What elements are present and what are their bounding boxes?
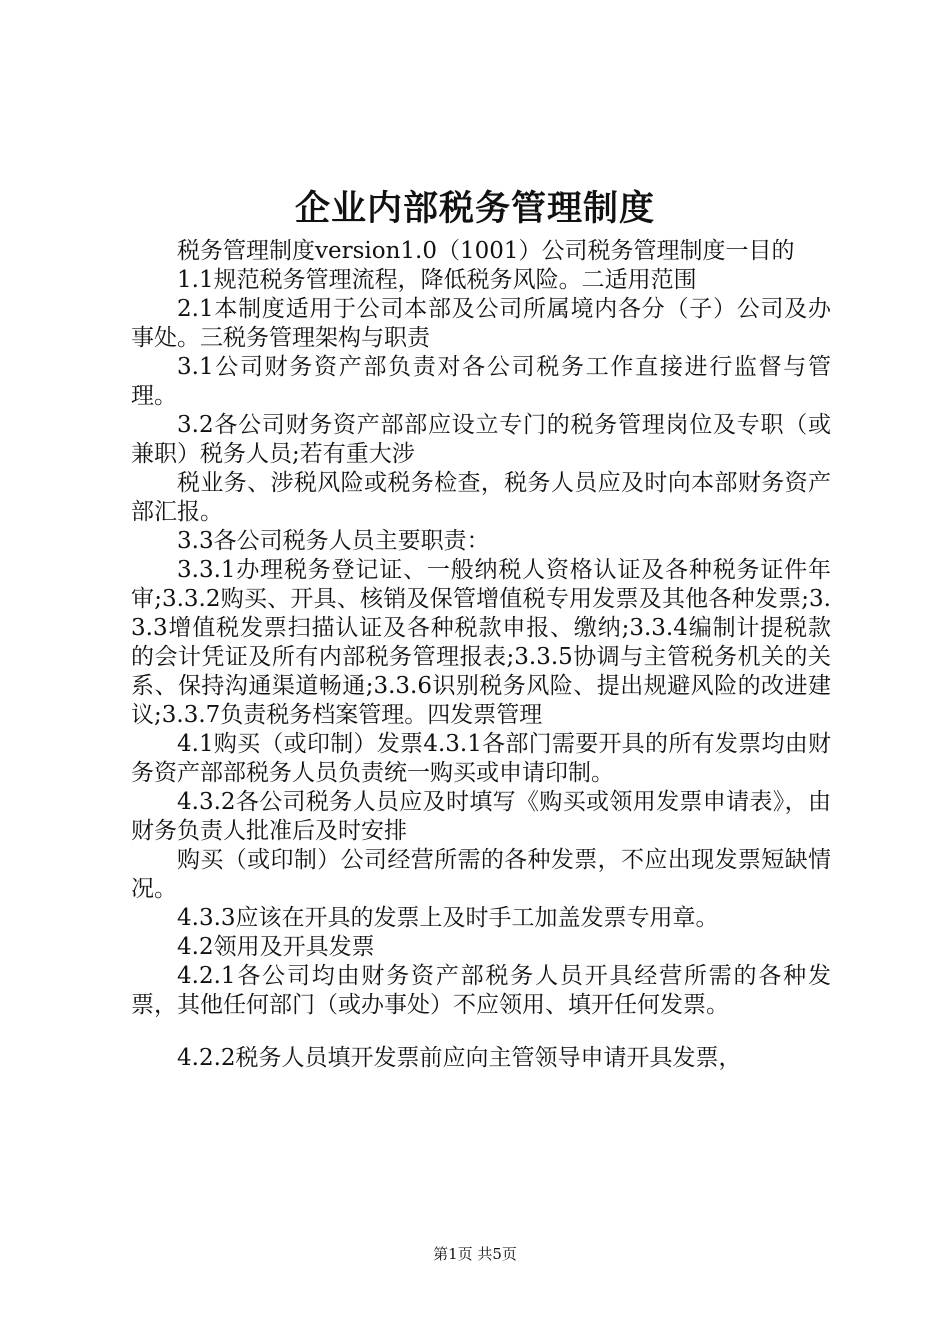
page-number-footer: 第1页 共5页: [433, 1245, 517, 1263]
paragraph: 购买（或印制）公司经营所需的各种发票，不应出现发票短缺情况。: [131, 847, 831, 902]
paragraph: 3.1公司财务资产部负责对各公司税务工作直接进行监督与管理。: [131, 354, 831, 409]
paragraph: 4.2.2税务人员填开发票前应向主管领导申请开具发票，: [177, 1045, 742, 1071]
paragraph: 2.1本制度适用于公司本部及公司所属境内各分（子）公司及办事处。三税务管理架构与职责: [131, 296, 831, 351]
paragraph: 税务管理制度version1.0（1001）公司税务管理制度一目的: [177, 238, 795, 264]
paragraph: 4.2.1各公司均由财务资产部税务人员开具经营所需的各种发票，其他任何部门（或办事处）不应领用、填开任何发票。: [131, 963, 831, 1018]
paragraph: 3.3.1办理税务登记证、一般纳税人资格认证及各种税务证件年审;3.3.2购买、开具、核销及保管增值税专用发票及其他各种发票;3.3.3增值税发票扫描认证及各种税款申报、缴纳;3.3.4编制计提税款的会计凭证及所有内部税务管理报表;3.3.5协调与主管税务机关的关系、保持沟通渠道畅通;3.3.6识别税务风险、提出规避风险的改进建议;3.3.7负责税务档案管理。四发票管理: [131, 557, 831, 728]
paragraph: 3.2各公司财务资产部部应设立专门的税务管理岗位及专职（或兼职）税务人员;若有重大涉: [131, 412, 831, 467]
paragraph: 1.1规范税务管理流程，降低税务风险。二适用范围: [177, 267, 697, 293]
document-body: [131, 237, 831, 1073]
paragraph: 4.2领用及开具发票: [177, 934, 375, 960]
paragraph: 4.3.3应该在开具的发票上及时手工加盖发票专用章。: [177, 905, 719, 931]
paragraph: 3.3各公司税务人员主要职责：: [177, 528, 490, 554]
paragraph: 4.3.2各公司税务人员应及时填写《购买或领用发票申请表》，由财务负责人批准后及时安排: [131, 789, 831, 844]
document-title: 企业内部税务管理制度: [294, 188, 655, 229]
paragraph: 4.1购买（或印制）发票4.3.1各部门需要开具的所有发票均由财务资产部部税务人员负责统一购买或申请印制。: [131, 731, 831, 786]
paragraph: 税业务、涉税风险或税务检查，税务人员应及时向本部财务资产部汇报。: [131, 470, 831, 525]
